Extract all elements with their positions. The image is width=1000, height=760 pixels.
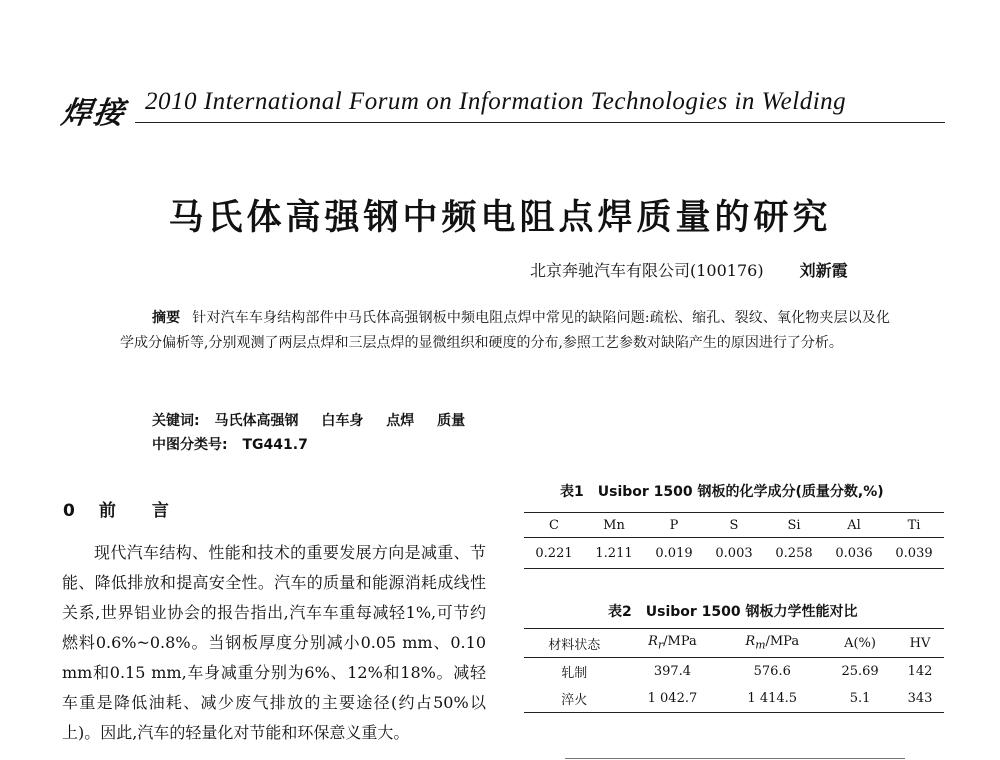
abstract-label: 摘要 bbox=[152, 310, 181, 326]
table1-cell: 0.258 bbox=[775, 545, 813, 561]
classification-line bbox=[152, 434, 308, 454]
table2-cell: 397.4 bbox=[653, 664, 692, 679]
table2-header-cell bbox=[720, 629, 824, 658]
table1-cell: 0.019 bbox=[655, 545, 693, 561]
table2-header-symbol: R bbox=[745, 634, 756, 650]
keyword-item: 白车身 bbox=[321, 413, 364, 429]
table1-header-cell: C bbox=[524, 513, 584, 538]
table1-header-cell: Si bbox=[764, 513, 824, 538]
table2-cell: 142 bbox=[907, 664, 933, 679]
abstract-text: 针对汽车车身结构部件中马氏体高强钢板中频电阻点焊中常见的缺陷问题:疏松、缩孔、裂纹、氧化物夹层以及化学成分偏析等,分别观测了两层点焊和三层点焊的显微组织和硬度的分布,参照工艺参数对缺陷产生的原因进行了分析。 bbox=[120, 310, 891, 351]
author-line bbox=[530, 258, 848, 281]
table2-caption bbox=[608, 601, 858, 621]
table2-header-cell: 材料状态 bbox=[524, 629, 625, 658]
table2-mechanical-properties bbox=[524, 628, 944, 713]
table2-header-unit: /MPa bbox=[663, 634, 697, 650]
table1-cell: 1.211 bbox=[595, 545, 633, 561]
header-rule bbox=[135, 122, 945, 123]
author-affiliation: 北京奔驰汽车有限公司(100176) bbox=[530, 261, 764, 280]
author-name: 刘新霞 bbox=[799, 261, 848, 280]
journal-logo: 焊接 bbox=[59, 96, 128, 131]
body-text bbox=[62, 538, 486, 748]
section-title: 前言 bbox=[98, 501, 205, 521]
table2-cell: 轧制 bbox=[561, 666, 588, 681]
section-heading bbox=[63, 496, 205, 521]
table2-header-unit: /MPa bbox=[765, 634, 800, 650]
table1-header-cell: Mn bbox=[584, 513, 644, 538]
table1-data-row bbox=[524, 538, 944, 569]
table2-header-subscript: r bbox=[657, 638, 664, 652]
table1-caption-number: 表1 bbox=[560, 484, 584, 500]
table1-header-cell: P bbox=[644, 513, 704, 538]
table2-header-cell: A(%) bbox=[824, 629, 896, 658]
table2-header-row bbox=[524, 629, 944, 658]
table2-caption-number: 表2 bbox=[608, 604, 632, 620]
table2-header-cell bbox=[625, 629, 721, 658]
section-number: 0 bbox=[63, 501, 75, 521]
forum-title: 2010 International Forum on Information Technologies in Welding bbox=[145, 88, 847, 115]
table1-caption bbox=[560, 481, 884, 501]
table1-chemical-composition bbox=[524, 512, 944, 569]
table1-header-cell: S bbox=[704, 513, 764, 538]
table1-cell: 0.039 bbox=[895, 545, 933, 561]
table2-data-row bbox=[524, 658, 944, 686]
table2-cell: 576.6 bbox=[753, 664, 791, 679]
table2-header-subscript: m bbox=[755, 638, 766, 652]
classification-value: TG441.7 bbox=[242, 437, 308, 453]
keyword-item: 质量 bbox=[437, 413, 466, 429]
classification-label: 中图分类号: bbox=[152, 437, 228, 453]
table1-header-cell: Ti bbox=[884, 513, 944, 538]
body-paragraph: 现代汽车结构、性能和技术的重要发展方向是减重、节能、降低排放和提高安全性。汽车的质量和能源消耗成线性关系,世界铝业协会的报告指出,汽车车重每减轻1%,可节约燃料0.6%~0.8%。当钢板厚度分别减小0.05 mm、0.10 mm和0.15 mm,车身减重分别为6%、12%和18%。减轻车重是降低油耗、减少废气排放的主要途径(约占50%以上)。因此,汽车的轻量化对节能和环保意义重大。 bbox=[62, 543, 486, 742]
keyword-item: 马氏体高强钢 bbox=[214, 413, 299, 429]
table1-cell: 0.221 bbox=[535, 545, 573, 561]
table2-caption-text: Usibor 1500 钢板力学性能对比 bbox=[645, 604, 858, 620]
table2-cell: 343 bbox=[907, 691, 933, 706]
table1-cell: 0.003 bbox=[715, 545, 753, 561]
keywords-label: 关键词: bbox=[152, 413, 200, 429]
footer-rule bbox=[565, 758, 905, 759]
table2-header-cell: HV bbox=[896, 629, 944, 658]
table2-cell: 25.69 bbox=[841, 664, 879, 679]
table2-cell: 5.1 bbox=[849, 691, 871, 706]
keywords-line bbox=[152, 410, 465, 430]
paper-title: 马氏体高强钢中频电阻点焊质量的研究 bbox=[168, 198, 832, 238]
table1-cell: 0.036 bbox=[835, 545, 873, 561]
table2-header-symbol: R bbox=[648, 634, 658, 650]
abstract bbox=[120, 306, 890, 356]
table2-cell: 淬火 bbox=[561, 693, 588, 708]
keyword-item: 点焊 bbox=[386, 413, 415, 429]
table1-header-row bbox=[524, 513, 944, 538]
table1-header-cell: Al bbox=[824, 513, 884, 538]
table2-cell: 1 042.7 bbox=[647, 691, 698, 706]
table2-cell: 1 414.5 bbox=[747, 691, 798, 706]
table2-data-row bbox=[524, 685, 944, 713]
table1-caption-text: Usibor 1500 钢板的化学成分(质量分数,%) bbox=[597, 484, 884, 500]
